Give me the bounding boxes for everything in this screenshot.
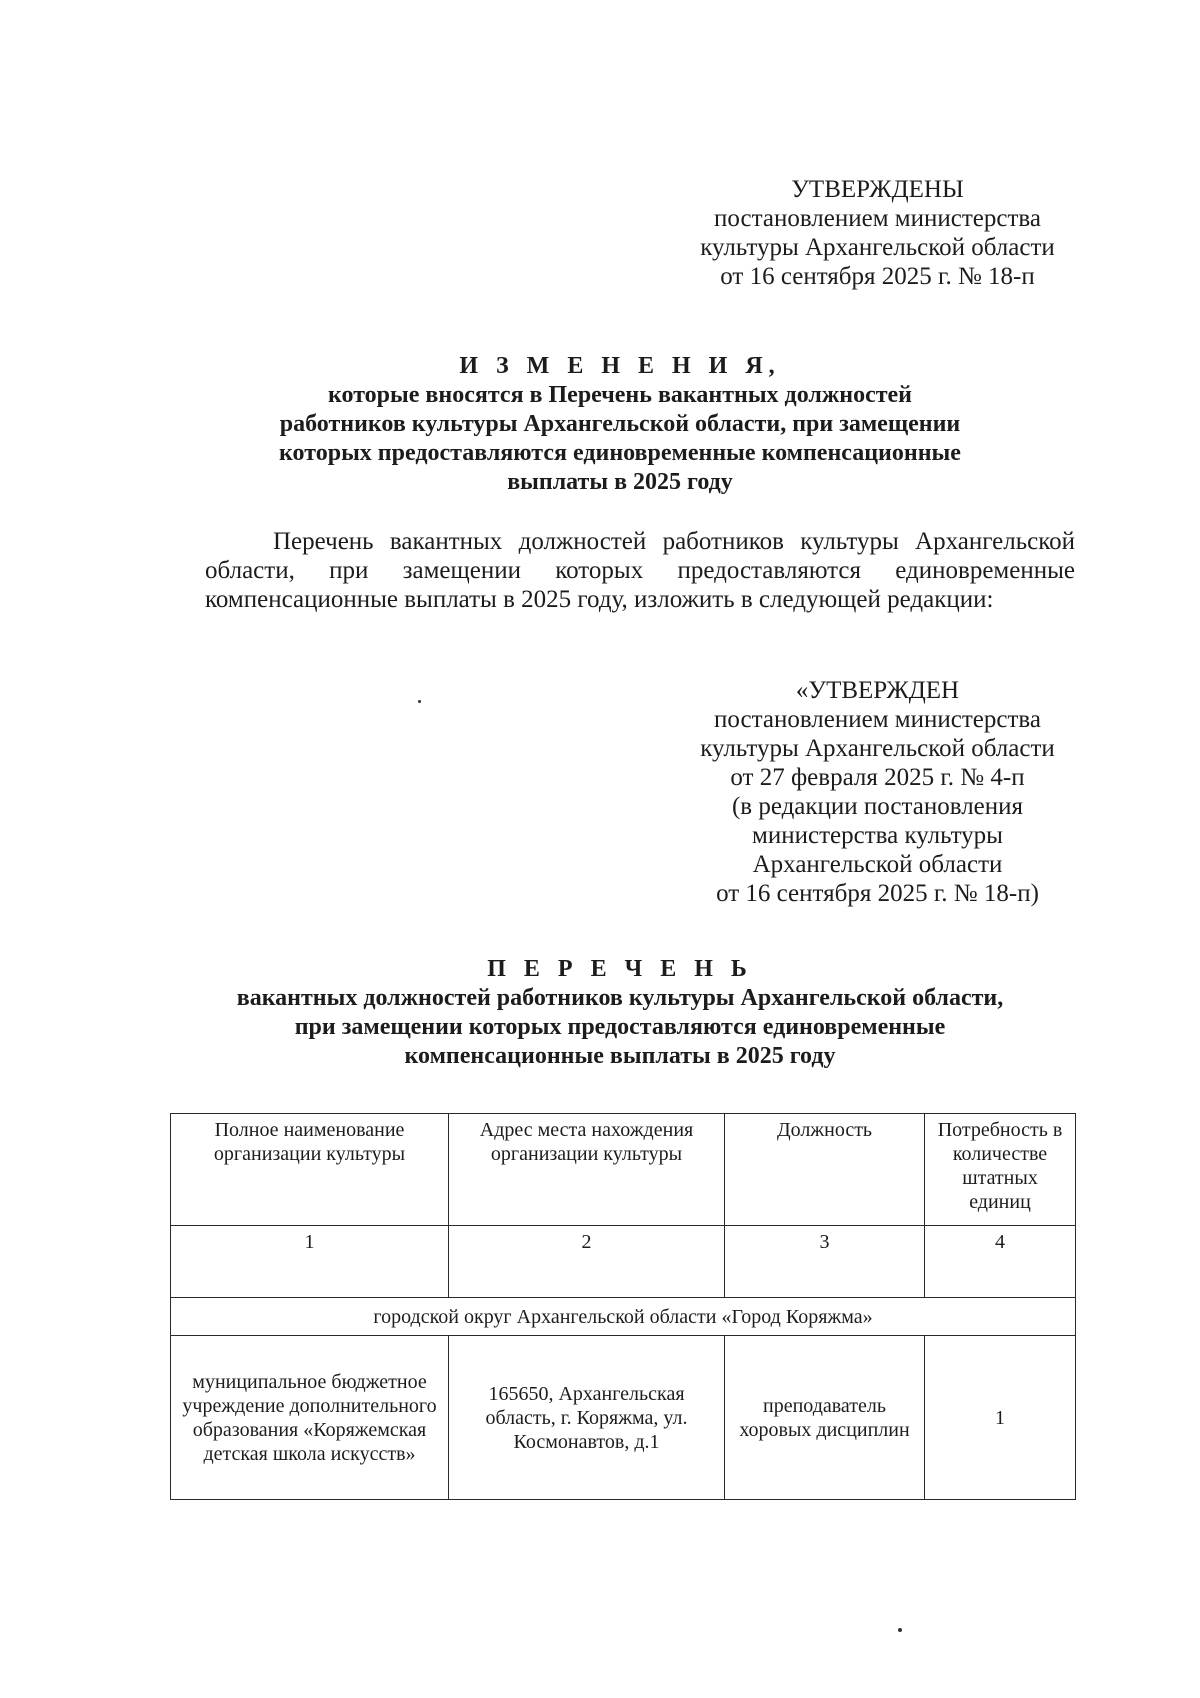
table-header-row xyxy=(171,1114,1076,1226)
table-row xyxy=(171,1336,1076,1500)
approval-line: культуры Архангельской области xyxy=(700,234,1055,261)
column-number: 1 xyxy=(171,1226,449,1298)
changes-subtitle-line: которые вносятся в Перечень вакантных должностей xyxy=(328,382,912,408)
intro-paragraph-text: Перечень вакантных должностей работников культуры Архангельской области, при замещении которых предоставляются единовременные компенсационные выплаты в 2025 году, изложить в следующей редакции: xyxy=(205,528,1075,613)
approval-line: от 27 февраля 2025 г. № 4-п xyxy=(730,764,1025,791)
scan-speck xyxy=(418,700,421,703)
changes-heading xyxy=(150,352,1090,497)
table-section-row xyxy=(171,1298,1076,1336)
column-number: 3 xyxy=(725,1226,925,1298)
approval-line: министерства культуры xyxy=(752,822,1003,849)
approval-line: Архангельской области xyxy=(752,851,1003,878)
cell-organization: муниципальное бюджетное учреждение дополнительного образования «Коряжемская детская школа искусств» xyxy=(171,1336,449,1500)
approval-block-top xyxy=(680,175,1075,291)
cell-count: 1 xyxy=(925,1336,1076,1500)
header-position: Должность xyxy=(725,1114,925,1226)
changes-subtitle-line: которых предоставляются единовременные компенсационные xyxy=(279,440,961,466)
list-subtitle-line: компенсационные выплаты в 2025 году xyxy=(404,1043,836,1069)
approval-title: УТВЕРЖДЕНЫ xyxy=(791,176,964,203)
table-number-row xyxy=(171,1226,1076,1298)
vacancy-table xyxy=(170,1113,1076,1500)
changes-subtitle-line: работников культуры Архангельской области, при замещении xyxy=(279,411,961,437)
list-heading xyxy=(150,955,1090,1071)
approval-line: (в редакции постановления xyxy=(731,793,1024,820)
changes-subtitle-line: выплаты в 2025 году xyxy=(507,469,733,495)
scan-speck xyxy=(898,1628,902,1632)
intro-paragraph xyxy=(205,527,1075,614)
header-address: Адрес места нахождения организации культуры xyxy=(449,1114,725,1226)
list-title: П Е Р Е Ч Е Н Ь xyxy=(487,956,753,982)
approval-line: постановлением министерства xyxy=(714,205,1041,232)
list-subtitle-line: при замещении которых предоставляются единовременные xyxy=(294,1014,946,1040)
cell-position: преподаватель хоровых дисциплин xyxy=(725,1336,925,1500)
section-title: городской округ Архангельской области «Город Коряжма» xyxy=(171,1298,1076,1336)
changes-title: И З М Е Н Е Н И Я, xyxy=(459,353,781,379)
approval-line: от 16 сентября 2025 г. № 18-п xyxy=(720,263,1035,290)
approval-line: постановлением министерства xyxy=(714,706,1041,733)
approval-line: от 16 сентября 2025 г. № 18-п) xyxy=(716,880,1039,907)
header-count: Потребность в количестве штатных единиц xyxy=(925,1114,1076,1226)
approval-title: «УТВЕРЖДЕН xyxy=(795,677,960,704)
header-organization: Полное наименование организации культуры xyxy=(171,1114,449,1226)
approval-line: культуры Архангельской области xyxy=(700,735,1055,762)
column-number: 4 xyxy=(925,1226,1076,1298)
column-number: 2 xyxy=(449,1226,725,1298)
list-subtitle-line: вакантных должностей работников культуры Архангельской области, xyxy=(236,985,1004,1011)
cell-address: 165650, Архангельская область, г. Коряжма, ул. Космонавтов, д.1 xyxy=(449,1336,725,1500)
approval-block-list xyxy=(680,676,1075,908)
